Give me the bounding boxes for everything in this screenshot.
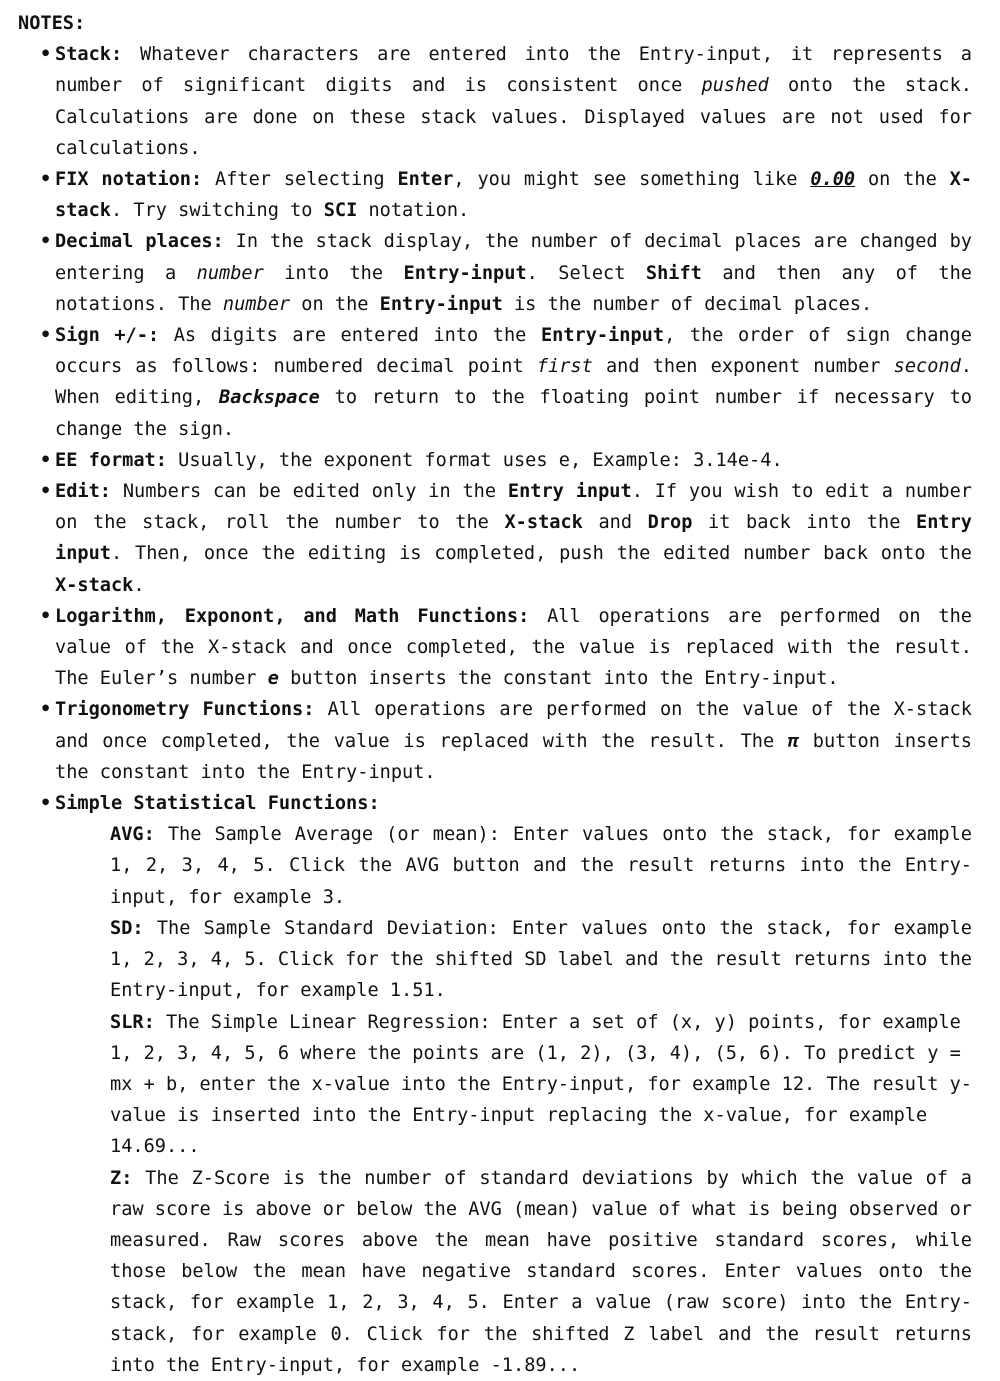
note-strong: Entry input (507, 481, 632, 503)
note-text: to return to the floating point number if necessary to change the sign. (55, 387, 972, 440)
note-emphasis: pushed (701, 75, 769, 97)
note-text: on the (855, 169, 950, 191)
note-text: Whatever characters are entered into the Entry-input, it represents a number of significant digits and is consistent once (55, 44, 972, 97)
note-text: Numbers can be edited only in the (110, 481, 508, 503)
note-strong-emphasis: π (787, 730, 800, 752)
note-text: Usually, the exponent format uses e, Example: 3.14e-4. (166, 449, 783, 471)
bullet-icon: • (40, 793, 52, 815)
bullet-icon: • (40, 44, 52, 66)
note-log-math (18, 601, 972, 695)
stats-text: The Sample Standard Deviation: Enter values onto the stack, for example 1, 2, 3, 4, 5. Click for the shifted SD label and the result returns into the Entry-input, for example 1.51. (110, 917, 972, 1002)
note-text: is the number of decimal places. (502, 293, 873, 315)
note-strong: Entry-input (403, 262, 527, 284)
note-strong: Entry input (55, 512, 972, 565)
note-term: Decimal places: (55, 231, 224, 253)
note-text: and (582, 512, 648, 534)
stats-term: SLR: (110, 1011, 155, 1033)
note-strong: Enter (397, 169, 454, 191)
stats-text: The Z-Score is the number of standard deviations by which the value of a raw score is above or below the AVG (mean) value of what is being observed or measured. Raw scores above the mean have positive standard scores, while those below the mean have negative standard scores. Enter values onto the stack, for example 1, 2, 3, 4, 5. Enter a value (raw score) into the Entry-stack, for example 0. Click for the shifted Z label and the result returns into the Entry-input, for example -1.89... (110, 1167, 972, 1376)
bullet-icon: • (40, 169, 52, 191)
note-edit (18, 476, 972, 601)
note-text: it back into the (692, 512, 916, 534)
note-text: into the (263, 262, 404, 284)
note-emphasis: second (893, 356, 961, 378)
note-text: and then any of the notations. The (55, 262, 972, 315)
note-emphasis: number (222, 293, 291, 315)
note-strong: Shift (645, 262, 702, 284)
note-text: . (133, 574, 145, 596)
note-decimal-places (18, 226, 972, 320)
note-text: . When editing, (55, 356, 972, 409)
note-text: onto the stack. Calculations are done on these stack values. Displayed values are not used for calculations. (55, 75, 972, 159)
note-text: and then exponent number (592, 356, 894, 378)
note-emphasis: number (196, 262, 264, 284)
note-strong: X-stack (55, 574, 134, 596)
note-term: Sign +/-: (55, 325, 160, 347)
bullet-icon: • (40, 481, 52, 503)
stats-z (110, 1163, 972, 1381)
note-trig (18, 694, 972, 788)
note-strong-emphasis: e (267, 668, 279, 690)
note-text: . Try switching to (110, 200, 324, 222)
note-text: on the (290, 293, 380, 315)
stats-avg (110, 819, 972, 913)
note-strong: X-stack (504, 512, 583, 534)
note-text: button inserts the constant into the Entry-input. (55, 730, 972, 783)
bullet-icon: • (40, 325, 52, 347)
note-stack (18, 39, 972, 164)
note-stats (18, 788, 972, 1381)
bullet-icon: • (40, 231, 52, 253)
note-term: FIX notation: (55, 169, 203, 191)
stats-sd (110, 913, 972, 1007)
stats-slr (110, 1007, 972, 1163)
note-text: In the stack display, the number of decimal places are changed by entering a (55, 231, 972, 284)
note-emphasis: first (536, 356, 593, 378)
note-text: As digits are entered into the (159, 325, 541, 347)
note-term: Stack: (55, 44, 123, 66)
stats-term: SD: (110, 917, 144, 939)
note-strong: Entry-input (540, 325, 665, 347)
note-text: , the order of sign change occurs as follows: numbered decimal point (55, 325, 972, 378)
bullet-icon: • (40, 449, 52, 471)
notes-heading: NOTES: (18, 13, 86, 34)
stats-text: The Simple Linear Regression: Enter a set of (x, y) points, for example 1, 2, 3, 4, 5, 6 where the points are (1, 2), (3, 4), (5, 6). To predict y = mx + b, enter the x-value into the Entry-input, for example 12. The result y-value is inserted into the Entry-input replacing the x-value, for example 14.69... (110, 1011, 972, 1158)
note-text: . Then, once the editing is completed, push the edited number back onto the (110, 543, 972, 565)
note-term: Trigonometry Functions: (55, 699, 315, 721)
note-sign (18, 320, 972, 445)
note-term: Simple Statistical Functions: (55, 793, 380, 815)
note-term: Logarithm, Exponont, and Math Functions: (55, 605, 530, 627)
note-text: All operations are performed on the value of the X-stack and once completed, the value is replaced with the result. The (55, 699, 972, 752)
note-text: button inserts the constant into the Entry-input. (278, 668, 839, 690)
note-ee-format (18, 445, 972, 476)
note-text: notation. (357, 200, 470, 222)
bullet-icon: • (40, 699, 52, 721)
stats-term: AVG: (110, 824, 155, 846)
stats-text: The Sample Average (or mean): Enter values onto the stack, for example 1, 2, 3, 4, 5. Click the AVG button and the result returns into the Entry-input, for example 3. (110, 824, 972, 908)
note-strong: Entry-input (379, 293, 503, 315)
note-text: . Select (526, 262, 646, 284)
bullet-icon: • (40, 605, 52, 627)
note-text: , you might see something like (453, 169, 811, 191)
note-text: After selecting (202, 169, 398, 191)
note-strong: X-stack (55, 169, 972, 222)
note-text: . If you wish to edit a number on the stack, roll the number to the (55, 481, 972, 534)
note-fix (18, 164, 972, 226)
note-example-value: 0.00 (810, 169, 856, 191)
note-term: EE format: (55, 449, 167, 471)
note-strong-emphasis: Backspace (219, 387, 320, 409)
stats-term: Z: (110, 1167, 133, 1189)
note-term: Edit: (55, 481, 111, 503)
note-text: All operations are performed on the value of the X-stack and once completed, the value is replaced with the result. The Euler’s number (55, 605, 972, 690)
note-strong: SCI (323, 200, 358, 222)
note-strong: Drop (647, 512, 693, 534)
notes-list (18, 39, 972, 1381)
